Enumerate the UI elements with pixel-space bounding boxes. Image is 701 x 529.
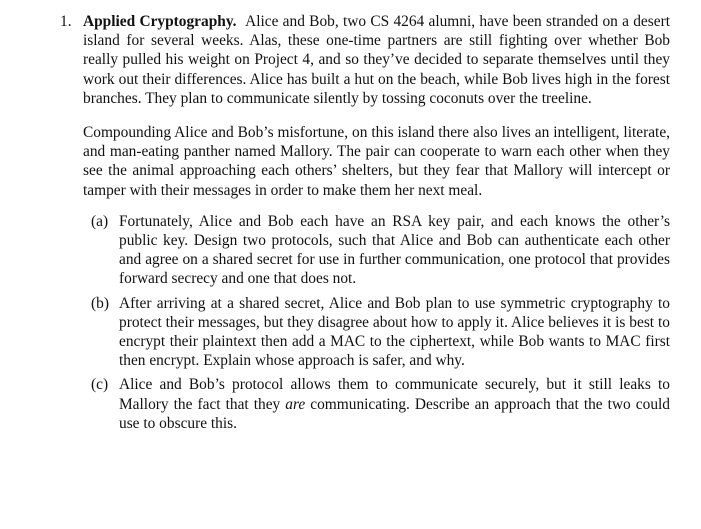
problem-title: Applied Cryptography. xyxy=(83,13,237,30)
subquestion-label: (b) xyxy=(91,294,109,312)
subquestion-b xyxy=(83,294,670,371)
subquestion-label: (c) xyxy=(91,376,109,394)
subquestion-a xyxy=(83,212,670,289)
subquestion-text-after: communicating. Describe an approach that the two could use to obscure this. xyxy=(119,395,670,432)
emphasis-are: are xyxy=(285,395,306,413)
subquestion-text: Fortunately, Alice and Bob each have an RSA key pair, and each knows the other’s public key. Design two protocols, such that Alice and Bob can authenticate each other and agree on a shared secret for use in further communication, one protocol that provides forward secrecy and one that does not. xyxy=(119,212,670,288)
subquestion-text xyxy=(119,376,670,431)
subquestion-list xyxy=(83,212,670,433)
problem-number: 1. xyxy=(60,13,72,30)
problem-intro-text: Alice and Bob, two CS 4264 alumni, have been stranded on a desert island for several weeks. Alas, these one-time partners are still fighting over whether Bob really pulled his weight on Project 4, and so they’ve decided to separate themselves until they work out their differences. Alice has built a hut on the beach, while Bob lives high in the forest branches. They plan to communicate silently by tossing coconuts over the treeline. xyxy=(83,13,670,107)
problem-intro-paragraph xyxy=(83,12,670,108)
second-paragraph-text: Compounding Alice and Bob’s misfortune, on this island there also lives an intelligent, literate, and man-eating panther named Mallory. The pair can cooperate to warn each other when they see the animal approaching each others’ shelters, but they fear that Mallory will intercept or tamper with their messages in order to make them her next meal. xyxy=(83,124,670,199)
subquestion-c xyxy=(83,375,670,433)
subquestion-text: After arriving at a shared secret, Alice and Bob plan to use symmetric cryptography to protect their messages, but they disagree about how to apply it. Alice believes it is best to encrypt their plaintext then add a MAC to the ciphertext, while Bob wants to MAC first then encrypt. Explain whose approach is safer, and why. xyxy=(119,294,670,370)
problem-1 xyxy=(60,12,670,438)
subquestion-text-before: Alice and Bob’s protocol allows them to communicate securely, but it still leaks to Mallory the fact that they xyxy=(119,376,670,413)
problem-second-paragraph xyxy=(83,123,670,200)
subquestion-label: (a) xyxy=(91,212,109,230)
